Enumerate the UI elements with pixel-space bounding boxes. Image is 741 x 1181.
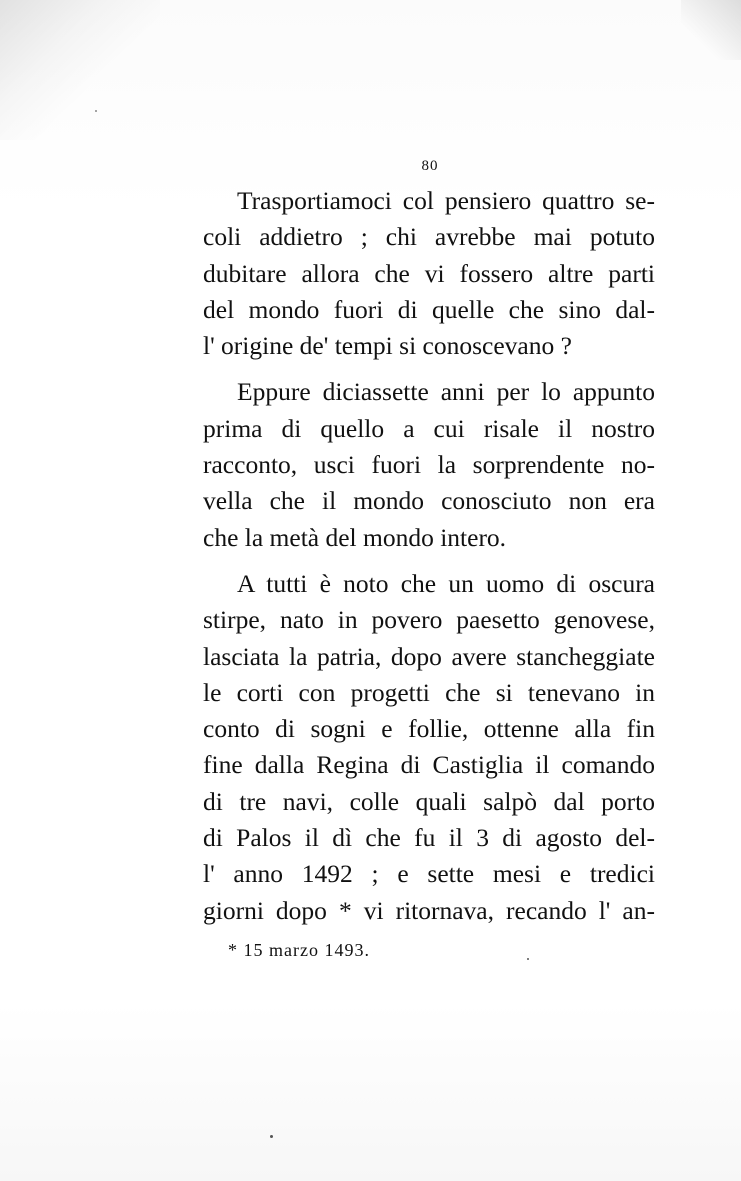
body-text <box>203 183 655 929</box>
text-line: dubitare allora che vi fossero altre parti <box>203 258 655 288</box>
text-line: di Palos il dì che fu il 3 di agosto del- <box>203 823 655 853</box>
paragraph-1 <box>203 183 655 364</box>
page-number: 80 <box>421 158 439 174</box>
text-line: vella che il mondo conosciuto non era <box>203 486 655 516</box>
text-line: l' origine de' tempi si conoscevano ? <box>203 331 572 361</box>
footnote: * 15 marzo 1493. <box>228 940 370 960</box>
text-line: che la metà del mondo intero. <box>203 522 507 552</box>
page-corner-shadow-right <box>681 0 741 60</box>
text-line: le corti con progetti che si tenevano in <box>203 677 655 707</box>
text-line: fine dalla Regina di Castiglia il comando <box>203 750 655 780</box>
text-line: stirpe, nato in povero paesetto genovese, <box>203 605 655 635</box>
text-line: A tutti è noto che un uomo di oscura <box>237 568 655 598</box>
text-line: giorni dopo * vi ritornava, recando l' an- <box>203 895 655 925</box>
paper-speck <box>95 110 97 112</box>
page-corner-shadow <box>0 0 160 140</box>
text-line: di tre navi, colle quali salpò dal porto <box>203 786 655 816</box>
paper-speck <box>270 1135 273 1138</box>
text-line: racconto, usci fuori la sorprendente no- <box>203 450 655 480</box>
text-line: conto di sogni e follie, ottenne alla fin <box>203 714 655 744</box>
text-line: Trasportiamoci col pensiero quattro se- <box>237 186 655 215</box>
text-line: Eppure diciassette anni per lo appunto <box>237 377 655 407</box>
paragraph-3 <box>203 566 655 929</box>
text-line: del mondo fuori di quelle che sino dal- <box>203 294 655 324</box>
text-line: l' anno 1492 ; e sette mesi e tredici <box>203 859 655 889</box>
text-line: coli addietro ; chi avrebbe mai potuto <box>203 222 655 252</box>
text-line: prima di quello a cui risale il nostro <box>203 413 655 443</box>
text-line: lasciata la patria, dopo avere stancheggiate <box>203 641 655 671</box>
paper-speck <box>527 958 529 960</box>
paragraph-2 <box>203 374 655 555</box>
